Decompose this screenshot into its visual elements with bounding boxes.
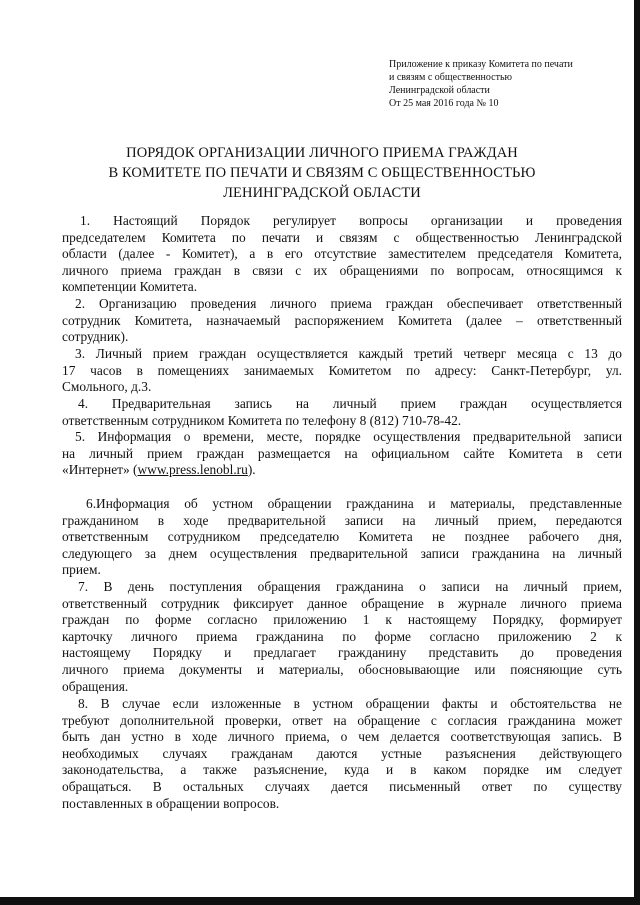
paragraph-line: 5. Информация о времени, месте, порядке осуществления предварительной записи: [75, 429, 622, 444]
paragraph-line: требуют дополнительной проверки, ответ на обращение с согласия гражданина может: [62, 712, 622, 728]
paragraph-line: обращаться. В остальных случаях дается письменный ответ по существу: [62, 778, 622, 794]
appendix-note: [389, 58, 624, 110]
appendix-line: Ленинградской области: [389, 85, 490, 96]
paragraph-line: ответственным сотрудником Комитета по телефону 8 (812) 710-78-42.: [62, 412, 462, 428]
paragraph-line: 3. Личный прием граждан осуществляется каждый третий четверг месяца с 13 до: [75, 346, 622, 361]
paragraph-line: 6.Информация об устном обращении гражданина и материалы, представленные: [86, 496, 622, 511]
paragraph-line-with-link: [62, 462, 622, 479]
paragraph-line: прием.: [62, 562, 101, 578]
paragraph-6: [62, 496, 622, 579]
paragraph-3: [62, 346, 622, 396]
paragraph-line: карточку личного приема гражданина по форме согласно приложению 2 к: [62, 628, 622, 644]
paragraph-line: сотрудник Комитета, назначаемый распоряжением Комитета (далее – ответственный: [62, 312, 622, 328]
link-suffix: ).: [247, 462, 256, 478]
paragraph-line: настоящему Порядку и предлагает гражданину представить до проведения: [62, 645, 622, 661]
appendix-line: и связям с общественностью: [389, 72, 512, 83]
paragraph-line: гражданином в ходе предварительной записи на личный прием, передаются: [62, 512, 622, 528]
paragraph-line: сотрудник).: [62, 329, 129, 345]
paragraph-line: следующего за днем осуществления предварительной записи гражданина на личный: [62, 545, 622, 561]
title-line: ЛЕНИНГРАДСКОЙ ОБЛАСТИ: [223, 185, 421, 201]
paragraph-line: 8. В случае если изложенные в устном обращении факты и обстоятельства не: [78, 696, 622, 711]
paragraph-line: личного приема граждан в связи с их обращениями по вопросам, относящимся к: [62, 262, 622, 278]
title-line: ПОРЯДОК ОРГАНИЗАЦИИ ЛИЧНОГО ПРИЕМА ГРАЖДАН: [126, 145, 518, 161]
paragraph-line: законодательства, а также разъяснение, куда и в каком порядке им следует: [62, 762, 622, 778]
paragraph-line: поставленных в обращении вопросов.: [62, 795, 280, 811]
paragraph-line: обращения.: [62, 678, 129, 694]
link-prefix: «Интернет» (: [62, 462, 138, 478]
paragraph-line: на личный прием граждан размещается на официальном сайте Комитета в сети: [62, 445, 622, 461]
paragraph-line: быть дан устно в ходе личного приема, о чем делается соответствующая запись. В: [62, 729, 622, 745]
paragraph-line: 7. В день поступления обращения гражданина о записи на личный прием,: [78, 579, 622, 594]
paragraph-2: [62, 296, 622, 346]
paragraph-line: председателем Комитета по печати и связям с общественностью Ленинградской: [62, 229, 622, 245]
paragraph-8: [62, 696, 622, 812]
paragraph-line: ответственным сотрудником председателю Комитета не позднее рабочего дня,: [62, 529, 622, 545]
paragraph-line: области (далее - Комитет), а в его отсутствие заместителем председателя Комитета,: [62, 246, 622, 262]
paragraph-4: [62, 396, 622, 429]
paragraph-line: 2. Организацию проведения личного приема граждан обеспечивает ответственный: [75, 296, 622, 311]
paragraph-line: граждан по форме согласно приложению 1 к настоящему Порядку, формирует: [62, 612, 622, 628]
paragraph-5: [62, 429, 622, 479]
paragraph-7: [62, 579, 622, 695]
paragraph-1: [62, 213, 622, 296]
paragraph-line: компетенции Комитета.: [62, 279, 198, 295]
scan-edge-right: [634, 0, 640, 905]
paragraph-line: личного приема документы и материалы, обосновывающие или поясняющие суть: [62, 661, 622, 677]
appendix-line: Приложение к приказу Комитета по печати: [389, 59, 573, 70]
paragraph-line: 17 часов в помещениях занимаемых Комитетом по адресу: Санкт-Петербург, ул.: [62, 362, 622, 378]
paragraph-line: 1. Настоящий Порядок регулирует вопросы организации и проведения: [80, 213, 622, 228]
paragraph-line: 4. Предварительная запись на личный прием граждан осуществляется: [78, 396, 622, 411]
appendix-date-line: От 25 мая 2016 года № 10: [389, 98, 499, 109]
paragraph-line: ответственный сотрудник фиксирует данное обращение в журнале личного приема: [62, 595, 622, 611]
paragraph-line: необходимых случаях гражданам даются устные разъяснения действующего: [62, 745, 622, 761]
title-line: В КОМИТЕТЕ ПО ПЕЧАТИ И СВЯЗЯМ С ОБЩЕСТВЕННОСТЬЮ: [108, 165, 536, 181]
scan-edge-bottom: [0, 897, 640, 905]
paragraph-line: Смольного, д.3.: [62, 379, 152, 395]
website-link[interactable]: www.press.lenobl.ru: [137, 462, 248, 478]
document-title: [72, 143, 572, 203]
